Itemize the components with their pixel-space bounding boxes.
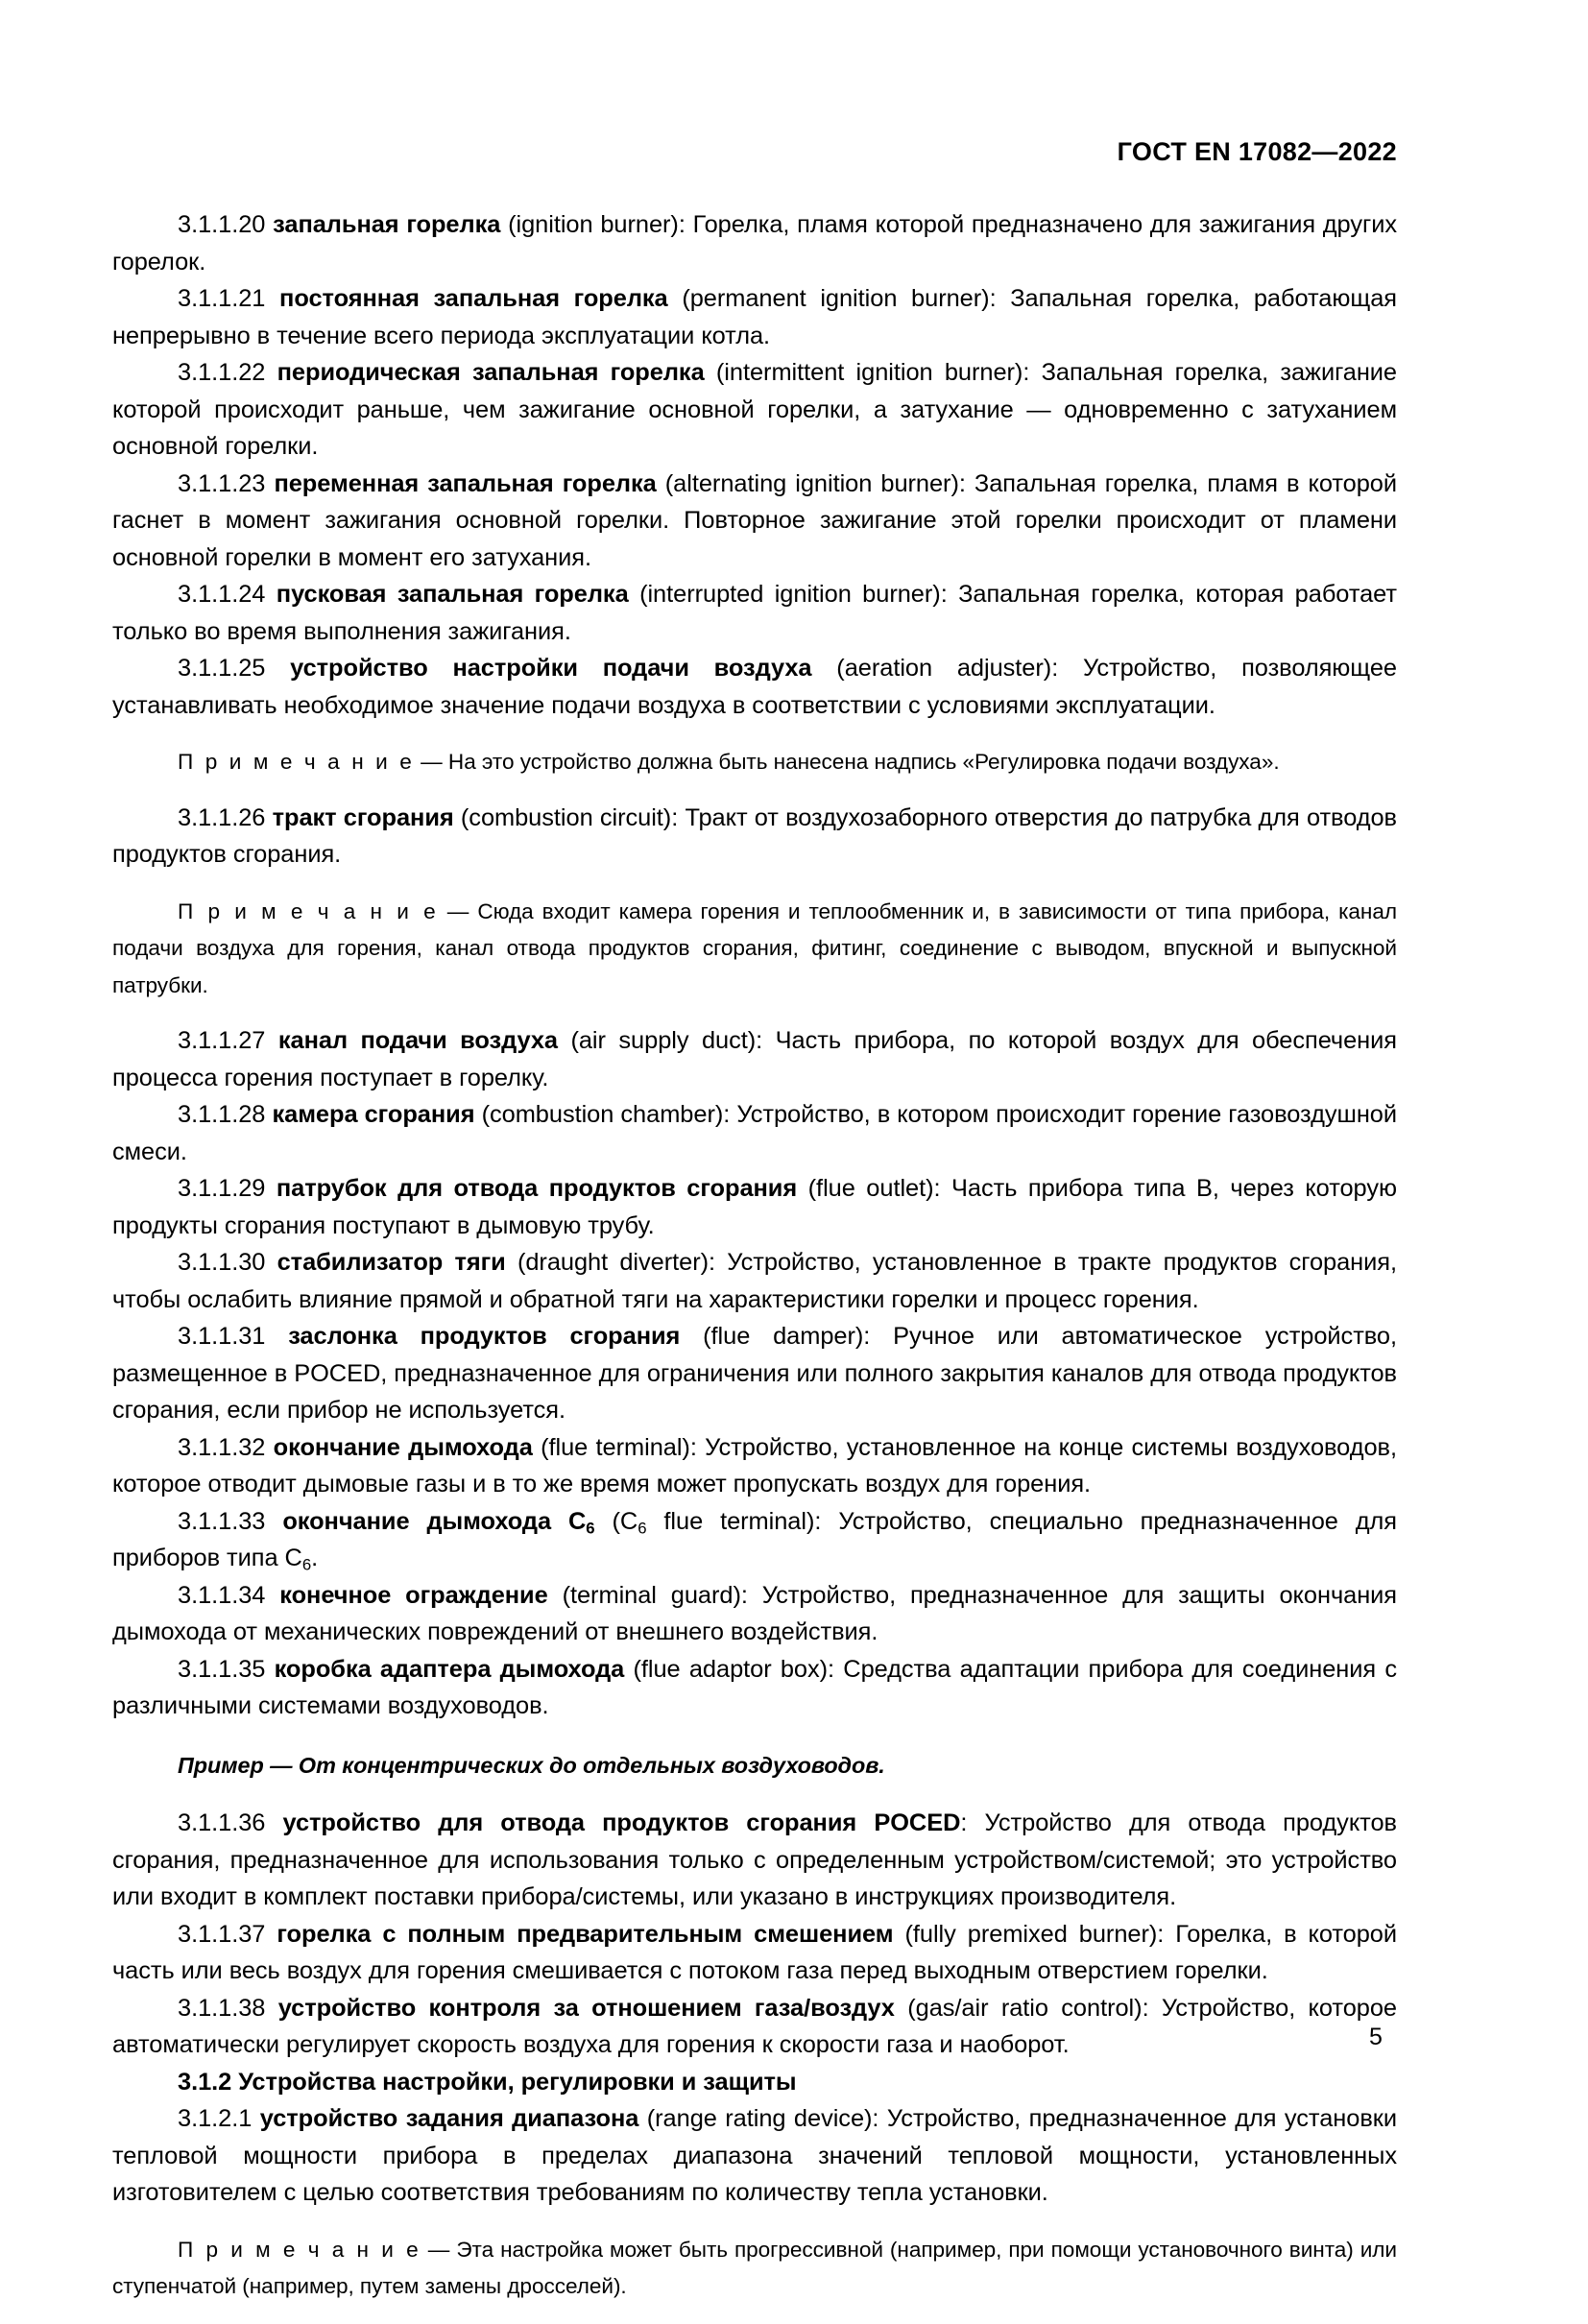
clause-term: устройство задания диапазона xyxy=(259,2105,639,2132)
clause-definition: : Устройство, установленное на конце системы воздуховодов, которое отводит дымовые газы и в то же время может пропускать воздух для горения. xyxy=(112,1433,1397,1497)
clause-term: устройство для отвода продуктов сгорания POCED xyxy=(282,1809,961,1836)
clause-definition-head: : Устройство, специально предназначенное для приборов типа C xyxy=(112,1507,1397,1571)
clause-term-english: (terminal guard) xyxy=(562,1581,741,1609)
clause-definition: : Запальная горелка, зажигание которой происходит раньше, чем зажигание основной горелки, а затухание — одновременно с затуханием основной горелки. xyxy=(112,359,1397,460)
clause-3-1-1-31 xyxy=(112,1318,1397,1429)
section-heading-3-1-2 xyxy=(112,2064,1397,2101)
note-text: Эта настройка может быть прогрессивной (например, при помощи установочного винта) или ступенчатой (например, путем замены дросселей). xyxy=(112,2237,1397,2298)
note-range-rating-device xyxy=(112,2232,1397,2306)
clause-term-english: (ignition burner) xyxy=(508,211,679,238)
clause-term-english: (flue terminal) xyxy=(541,1433,690,1461)
clause-term: устройство контроля за отношением газа/воздух xyxy=(277,1994,895,2022)
clause-number: 3.1.1.23 xyxy=(178,469,266,497)
section-heading-number: 3.1.2 xyxy=(178,2068,232,2096)
clause-term: коробка адаптера дымохода xyxy=(274,1655,625,1683)
clause-3-1-1-25 xyxy=(112,650,1397,724)
clause-definition: : Тракт от воздухозаборного отверстия до патрубка для отводов продуктов сгорания. xyxy=(112,803,1397,868)
clause-definition: : Средства адаптации прибора для соединения с различными системами воздуховодов. xyxy=(112,1655,1397,1719)
clause-definition: : Ручное или автоматическое устройство, размещенное в POCED, предназначенное для ограничения или полного закрытия каналов для отвода продуктов сгорания, если прибор не используется. xyxy=(112,1323,1398,1424)
clause-term: заслонка продуктов сгорания xyxy=(288,1323,681,1350)
clause-definition: : Горелка, пламя которой предназначено для зажигания других горелок. xyxy=(112,211,1397,276)
clause-term: камера сгорания xyxy=(272,1101,475,1128)
clause-term-english: (flue damper) xyxy=(703,1323,864,1350)
clause-definition-tail: . xyxy=(311,1545,319,1571)
note-aeration-adjuster xyxy=(112,744,1397,781)
clause-3-1-1-20 xyxy=(112,206,1397,280)
clause-3-1-1-22 xyxy=(112,354,1397,466)
clause-3-1-1-26 xyxy=(112,800,1397,874)
note-label: П р и м е ч а н и е xyxy=(178,2237,421,2262)
clause-number: 3.1.1.32 xyxy=(178,1433,266,1461)
clause-number: 3.1.1.22 xyxy=(178,359,266,386)
clause-3-1-2-1 xyxy=(112,2100,1397,2212)
clause-term: переменная запальная горелка xyxy=(274,469,657,497)
clause-3-1-1-21 xyxy=(112,280,1397,354)
clause-3-1-1-38 xyxy=(112,1990,1397,2064)
clause-number: 3.1.1.28 xyxy=(178,1101,266,1128)
clause-term-english: (draught diverter) xyxy=(517,1249,710,1276)
body-text-column xyxy=(112,206,1397,2324)
clause-term: постоянная запальная горелка xyxy=(279,285,668,312)
clause-term-english: (intermittent ignition burner) xyxy=(715,359,1023,386)
clause-term-english: (flue outlet) xyxy=(807,1175,934,1202)
clause-3-1-1-34 xyxy=(112,1577,1397,1651)
note-text: Сюда входит камера горения и теплообменник и, в зависимости от типа прибора, канал подачи воздуха для горения, канал отвода продуктов сгорания, фитинг, соединение с выводом, впускной и выпускной патрубки. xyxy=(112,898,1397,997)
clause-3-1-1-28 xyxy=(112,1096,1397,1170)
clause-number: 3.1.1.20 xyxy=(178,211,266,238)
clause-term-english: (permanent ignition burner) xyxy=(682,285,990,312)
clause-term: патрубок для отвода продуктов сгорания xyxy=(276,1175,798,1202)
section-heading-title: Устройства настройки, регулировки и защиты xyxy=(238,2068,797,2096)
clause-number: 3.1.1.31 xyxy=(178,1323,266,1350)
clause-3-1-1-36 xyxy=(112,1805,1397,1916)
clause-number: 3.1.1.21 xyxy=(178,285,266,312)
clause-number: 3.1.1.38 xyxy=(178,1994,266,2022)
clause-number: 3.1.1.30 xyxy=(178,1249,266,1276)
clause-3-1-1-33 xyxy=(112,1503,1397,1577)
clause-term: горелка с полным предварительным смешением xyxy=(277,1920,894,1948)
clause-term: периодическая запальная горелка xyxy=(277,359,705,386)
clause-3-1-1-35 xyxy=(112,1651,1397,1725)
clause-term-english xyxy=(613,1508,815,1535)
clause-3-1-1-24 xyxy=(112,576,1397,650)
clause-term-subscript: 6 xyxy=(586,1518,595,1537)
clause-number: 3.1.2.1 xyxy=(178,2105,253,2132)
clause-definition: : Часть прибора типа B, через которую продукты сгорания поступают в дымовую трубу. xyxy=(112,1175,1397,1239)
clause-term: пусковая запальная горелка xyxy=(276,581,629,608)
clause-number: 3.1.1.29 xyxy=(178,1175,266,1202)
example-paragraph: Пример — От концентрических до отдельных воздуховодов. xyxy=(178,1752,885,1778)
english-suffix: flue terminal) xyxy=(646,1507,815,1535)
clause-number: 3.1.1.33 xyxy=(178,1507,266,1535)
clause-term: конечное ограждение xyxy=(279,1581,548,1609)
note-label: П р и м е ч а н и е xyxy=(178,898,439,923)
clause-3-1-1-23 xyxy=(112,466,1397,577)
note-label: П р и м е ч а н и е xyxy=(178,750,415,774)
clause-definition: : Запальная горелка, пламя в которой гаснет в момент зажигания основной горелки. Повторное зажигание этой горелки происходит от пламени основной горелки в момент его затухания. xyxy=(112,469,1397,571)
clause-term: окончание дымохода xyxy=(273,1433,533,1461)
clause-3-1-1-27 xyxy=(112,1022,1397,1096)
clause-term-prefix: окончание дымохода C xyxy=(282,1507,587,1535)
clause-number: 3.1.1.34 xyxy=(178,1581,266,1609)
clause-number: 3.1.1.36 xyxy=(178,1809,266,1836)
clause-term: тракт сгорания xyxy=(272,803,454,831)
clause-term-english: (aeration adjuster) xyxy=(836,655,1052,682)
clause-number: 3.1.1.37 xyxy=(178,1920,266,1948)
english-prefix: (C xyxy=(612,1507,638,1535)
clause-number: 3.1.1.24 xyxy=(178,581,266,608)
note-dash: — xyxy=(414,750,448,774)
clause-definition: : Устройство, установленное в тракте продуктов сгорания, чтобы ослабить влияние прямой и обратной тяги на характеристики горелки и процесс горения. xyxy=(112,1249,1397,1313)
clause-3-1-1-32 xyxy=(112,1429,1397,1503)
clause-term-english: (interrupted ignition burner) xyxy=(639,581,941,608)
clause-term-english: (range rating device) xyxy=(646,2105,873,2132)
clause-term-english: (alternating ignition burner) xyxy=(664,469,959,497)
note-combustion-circuit xyxy=(112,894,1397,1005)
clause-term: стабилизатор тяги xyxy=(277,1249,506,1276)
clause-definition: : Устройство, в котором происходит горение газовоздушной смеси. xyxy=(112,1101,1397,1165)
clause-term-english: (combustion chamber) xyxy=(481,1101,724,1128)
clause-term-english: (fully premixed burner) xyxy=(904,1920,1158,1948)
clause-number: 3.1.1.27 xyxy=(178,1027,266,1054)
clause-term: канал подачи воздуха xyxy=(277,1027,558,1054)
clause-3-1-1-29 xyxy=(112,1170,1397,1244)
clause-definition: : Запальная горелка, которая работает только во время выполнения зажигания. xyxy=(112,581,1397,645)
clause-term-english: (flue adaptor box) xyxy=(633,1655,829,1683)
clause-definition: : Устройство, предназначенное для установки тепловой мощности прибора в пределах диапазона значений тепловой мощности, установленных изготовителем с целью соответствия требованиям по количеству тепла установки. xyxy=(112,2105,1397,2206)
clause-definition: : Устройство для отвода продуктов сгорания, предназначенное для использования только с определенным устройством/системой; это устройство или входит в комплект поставки прибора/системы, или указано в инструкциях производителя. xyxy=(112,1809,1397,1910)
clause-term-english: (gas/air ratio control) xyxy=(907,1994,1143,2022)
clause-3-1-1-37 xyxy=(112,1916,1397,1990)
clause-definition-subscript: 6 xyxy=(301,1555,312,1574)
note-dash: — xyxy=(421,2237,457,2262)
page-number: 5 xyxy=(1369,2024,1383,2050)
clause-definition: : Устройство, позволяющее устанавливать необходимое значение подачи воздуха в соответствии с условиями эксплуатации. xyxy=(112,655,1397,719)
clause-term: устройство настройки подачи воздуха xyxy=(290,655,812,682)
clause-definition: : Горелка, в которой часть или весь воздух для горения смешивается с потоком газа перед выходным отверстием горелки. xyxy=(112,1920,1397,1984)
english-subscript: 6 xyxy=(638,1518,647,1537)
clause-definition: : Запальная горелка, работающая непрерывно в течение всего периода эксплуатации котла. xyxy=(112,285,1397,349)
clause-term: запальная горелка xyxy=(273,211,501,238)
note-dash: — xyxy=(438,898,478,923)
clause-number: 3.1.1.26 xyxy=(178,803,266,831)
clause-definition: : Устройство, которое автоматически регулирует скорость воздуха для горения к скорости газа и наоборот. xyxy=(112,1994,1397,2058)
clause-number: 3.1.1.25 xyxy=(178,655,266,682)
clause-definition: : Часть прибора, по которой воздух для обеспечения процесса горения поступает в горелку. xyxy=(112,1027,1397,1091)
clause-term xyxy=(282,1508,594,1535)
clause-3-1-1-30 xyxy=(112,1244,1397,1318)
clause-definition: : Устройство, предназначенное для защиты окончания дымохода от механических повреждений от внешнего воздействия. xyxy=(112,1581,1397,1645)
clause-number: 3.1.1.35 xyxy=(178,1655,266,1683)
note-text: На это устройство должна быть нанесена надпись «Регулировка подачи воздуха». xyxy=(447,750,1280,774)
running-head: ГОСТ EN 17082—2022 xyxy=(1117,137,1397,166)
clause-term-english: (air supply duct) xyxy=(570,1027,757,1054)
clause-term-english: (combustion circuit) xyxy=(460,803,672,831)
